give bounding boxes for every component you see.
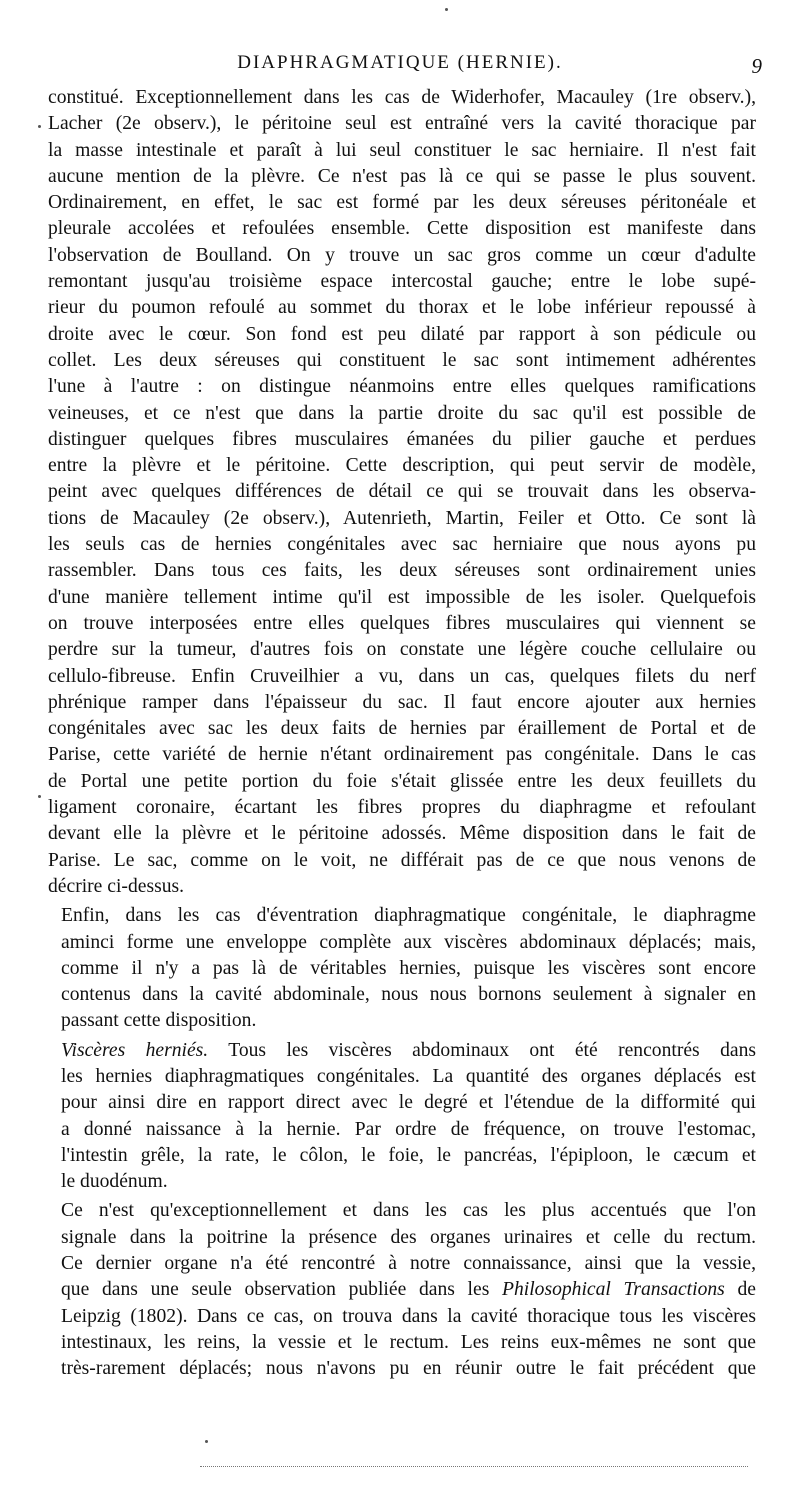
text-line: Parise, cette variété de hernie n'étant ordinairement pas congénitale. Dans le cas [48, 744, 756, 766]
text-line: d'une manière tellement intime qu'il est impossible de les isoler. Quelquefois [48, 586, 756, 608]
text-line: de Portal une petite portion du foie s'était glissée entre les deux feuillets du [48, 770, 756, 792]
scan-speck [38, 125, 41, 128]
scan-speck [205, 1440, 208, 1443]
text-line: pour ainsi dire en rapport direct avec le degré et l'étendue de la difformité qui [61, 1092, 756, 1114]
text-line [48, 1277, 756, 1303]
text-line: constitué. Exceptionnellement dans les cas de Widerhofer, Macauley (1re observ.), [48, 87, 756, 108]
text-line: entre la plèvre et le péritoine. Cette description, qui peut servir de modèle, [48, 455, 756, 477]
text-line: tions de Macauley (2e observ.), Autenrieth, Martin, Feiler et Otto. Ce sont là [48, 507, 756, 529]
text-line: comme il n'y a pas là de véritables hernies, puisque les viscères sont encore [61, 957, 756, 979]
text-fragment: que dans une seule observation publiée dans les [61, 1279, 502, 1301]
paragraph-3 [48, 1038, 756, 1196]
text-line: perdre sur la tumeur, d'autres fois on constate une légère couche cellulaire ou [48, 639, 756, 661]
text-line: Parise. Le sac, comme on le voit, ne différait pas de ce que nous venons de [48, 849, 756, 871]
text-line: les hernies diaphragmatiques congénitales. La quantité des organes déplacés est [61, 1065, 756, 1087]
text-line: Ce dernier organe n'a été rencontré à notre connaissance, ainsi que la vessie, [61, 1253, 756, 1275]
text-line: l'une à l'autre : on distingue néanmoins entre elles quelques ramifications [48, 376, 756, 398]
text-line: intestinaux, les reins, la vessie et le rectum. Les reins eux-mêmes ne sont que [61, 1331, 756, 1353]
text-line: peint avec quelques différences de détail ce qui se trouvait dans les observa- [48, 481, 756, 503]
text-line: ligament coronaire, écartant les fibres propres du diaphragme et refoulant [48, 797, 756, 819]
text-line: la masse intestinale et paraît à lui seul constituer le sac herniaire. Il n'est fait [48, 139, 756, 161]
text-line: Ordinairement, en effet, le sac est formé par les deux séreuses péritonéale et [48, 192, 756, 214]
text-line: très-rarement déplacés; nous n'avons pu en réunir outre le fait précédent que [61, 1358, 756, 1380]
page-number: 9 [751, 54, 762, 78]
text-line: cellulo-fibreuse. Enfin Cruveilhier a vu, dans un cas, quelques filets du nerf [48, 665, 756, 687]
text-line: contenus dans la cavité abdominale, nous nous bornons seulement à signaler en [61, 984, 756, 1006]
text-line: aucune mention de la plèvre. Ce n'est pas là ce qui se passe le plus souvent. [48, 165, 756, 187]
text-line: passant cette disposition. [61, 1010, 257, 1032]
text-line: devant elle la plèvre et le péritoine adossés. Même disposition dans le fait de [48, 823, 756, 845]
text-line: congénitales avec sac les deux faits de hernies par éraillement de Portal et de [48, 718, 756, 740]
scan-speck [445, 8, 448, 11]
section-heading-italic: Viscères herniés. [61, 1039, 209, 1061]
text-line: droite avec le cœur. Son fond est peu dilaté par rapport à son pédicule ou [48, 323, 756, 345]
text-line: collet. Les deux séreuses qui constituent le sac sont intimement adhérentes [48, 349, 756, 371]
text-line: phrénique ramper dans l'épaisseur du sac. Il faut encore ajouter aux hernies [48, 691, 756, 713]
text-line: pleurale accolées et refoulées ensemble. Cette disposition est manifeste dans [48, 218, 756, 240]
text-line: rassembler. Dans tous ces faits, les deux séreuses sont ordinairement unies [48, 560, 756, 582]
text-line: on trouve interposées entre elles quelques fibres musculaires qui viennent se [48, 612, 756, 634]
text-line: remontant jusqu'au troisième espace intercostal gauche; entre le lobe supé- [48, 271, 756, 293]
text-line: rieur du poumon refoulé au sommet du thorax et le lobe inférieur repoussé à [48, 297, 756, 319]
text-line: décrire ci-dessus. [48, 875, 185, 897]
text-line: Lacher (2e observ.), le péritoine seul est entraîné vers la cavité thoracique par [48, 113, 756, 135]
paragraph-2 [48, 903, 756, 1034]
text-line: aminci forme une enveloppe complète aux viscères abdominaux déplacés; mais, [61, 931, 756, 953]
text-line: Leipzig (1802). Dans ce cas, on trouva dans la cavité thoracique tous les viscères [61, 1305, 756, 1327]
running-head [30, 52, 770, 82]
text-line: les seuls cas de hernies congénitales avec sac herniaire que nous ayons pu [48, 534, 756, 556]
paragraph-4 [48, 1198, 756, 1382]
text-line: Enfin, dans les cas d'éventration diaphragmatique congénitale, le diaphragme [61, 905, 756, 927]
text-fragment: de [724, 1279, 756, 1301]
running-title: DIAPHRAGMATIQUE (HERNIE). [237, 52, 563, 73]
text-line: Ce n'est qu'exceptionnellement et dans les cas les plus accentués que l'on [61, 1200, 756, 1222]
text-line: le duodénum. [61, 1171, 168, 1193]
text-line: l'observation de Boulland. On y trouve un sac gros comme un cœur d'adulte [48, 244, 756, 266]
journal-title-italic: Philosophical Transactions [502, 1279, 725, 1301]
body-text [48, 85, 756, 1383]
paragraph-1 [48, 85, 756, 900]
footer-rule [200, 1466, 748, 1467]
text-line: veineuses, et ce n'est que dans la partie droite du sac qu'il est possible de [48, 402, 756, 424]
text-fragment: Tous les viscères abdominaux ont été rencontrés dans [208, 1039, 756, 1061]
text-line: a donné naissance à la hernie. Par ordre de fréquence, on trouve l'estomac, [61, 1118, 756, 1140]
text-line: signale dans la poitrine la présence des organes urinaires et celle du rectum. [61, 1226, 756, 1248]
text-line: l'intestin grêle, la rate, le côlon, le foie, le pancréas, l'épiploon, le cæcum et [61, 1144, 756, 1166]
scan-speck [38, 795, 41, 798]
text-line: distinguer quelques fibres musculaires émanées du pilier gauche et perdues [48, 428, 756, 450]
text-line [48, 1038, 756, 1064]
